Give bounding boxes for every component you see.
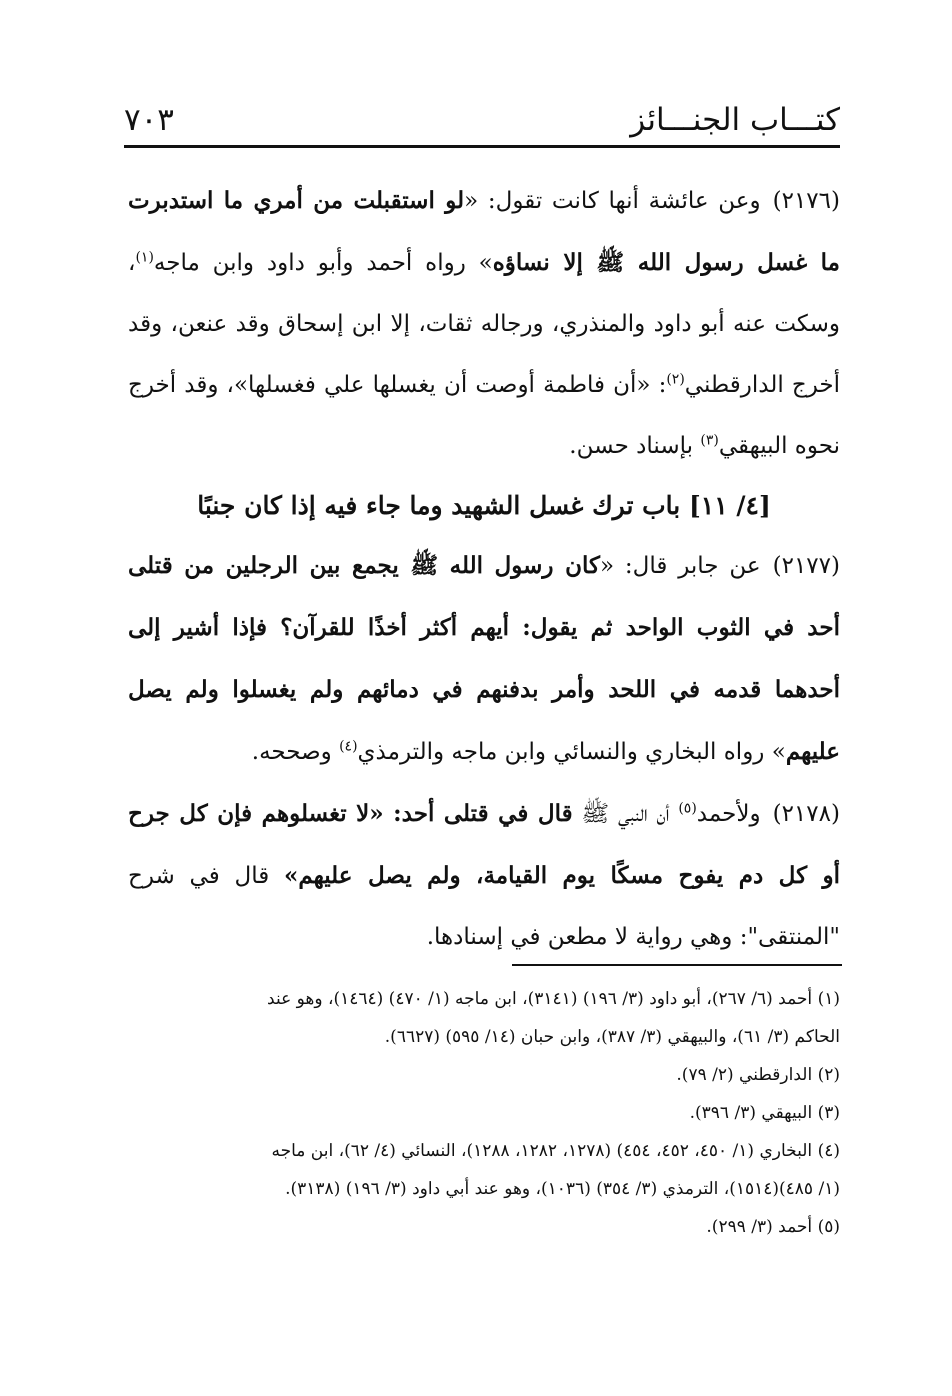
footnote-ref[interactable]: (٤): [339, 738, 358, 755]
footnote-ref[interactable]: (٢): [666, 371, 685, 388]
hadith-quote: لو استقبلت من أمري ما استدبرت ما غسل رسول الله ﷺ إلا نساؤه: [128, 187, 840, 276]
footnote-separator: [512, 964, 842, 966]
hadith-2178: [128, 783, 840, 968]
footnote-text: الدارقطني (٢/ ٧٩).: [676, 1065, 813, 1085]
main-text: [128, 170, 840, 968]
hadith-text: ولأحمد: [696, 801, 761, 827]
footnote-item: [128, 980, 840, 1018]
hadith-2177: [128, 535, 840, 783]
footnote-text: أحمد (٦/ ٢٦٧)، أبو داود (٣/ ١٩٦) (٣١٤١)، ابن ماجه (١/ ٤٧٠) (١٤٦٤)، وهو عند: [267, 989, 813, 1009]
hadith-quote: كان رسول الله ﷺ يجمع بين الرجلين من قتلى أحد في الثوب الواحد ثم يقول: أيهم أكثر أخذًا للقرآن؟ فإذا أشير إلى أحدهما قدمه في اللحد وأمر بدفنهم في دمائهم ولم يغسلوا ولم يصل عليهم: [128, 552, 840, 765]
hadith-text: » رواه البخاري والنسائي وابن ماجه والترمذي: [357, 739, 786, 765]
footnote-continuation: (١/ ٤٨٥)(١٥١٤)، الترمذي (٣/ ٣٥٤) (١٠٣٦)، وهو عند أبي داود (٣/ ١٩٦) (٣١٣٨).: [285, 1179, 840, 1199]
hadith-text: أن النبي ﷺ: [572, 801, 679, 827]
footnote-item: [128, 1094, 840, 1132]
hadith-2176: [128, 170, 840, 477]
footnote-label: (٥): [817, 1217, 840, 1237]
footnote-text: البخاري (١/ ٤٥٠، ٤٥٢، ٤٥٤) (١٢٧٨، ١٢٨٢، ١٢٨٨)، النسائي (٤/ ٦٢)، ابن ماجه: [271, 1141, 813, 1161]
footnotes: [128, 980, 840, 1246]
footnote-item: [128, 1132, 840, 1170]
footnote-ref[interactable]: (٣): [700, 432, 719, 449]
footnote-ref[interactable]: (٥): [678, 800, 697, 817]
chapter-heading: [٤/ ١١] باب ترك غسل الشهيد وما جاء فيه إذا كان جنبًا: [197, 491, 771, 520]
page-number: ٧٠٣: [124, 102, 174, 138]
footnote-continuation: الحاكم (٣/ ٦١)، والبيهقي (٣/ ٣٨٧)، وابن حبان (١٤/ ٥٩٥) (٦٦٢٧).: [384, 1027, 840, 1047]
hadith-number: (٢١٧٧): [772, 553, 840, 579]
running-header: [124, 100, 840, 144]
book-title: كتـــاب الجنـــائز: [630, 102, 840, 138]
footnote-text: أحمد (٣/ ٢٩٩).: [706, 1217, 813, 1237]
footnote-item: [128, 1208, 840, 1246]
hadith-text: بإسناد حسن.: [569, 433, 701, 459]
hadith-number: (٢١٧٨): [772, 801, 840, 827]
hadith-text: قال في شرح "المنتقى": وهي رواية لا مطعن في إسنادها.: [128, 863, 840, 950]
hadith-text: : «أن فاطمة أوصت أن يغسلها علي فغسلها»، وقد أخرج نحوه البيهقي: [128, 372, 840, 459]
hadith-quote: قال في قتلى أحد: «لا تغسلوهم فإن كل جرح أو كل دم يفوح مسكًا يوم القيامة، ولم يصل عليهم»: [128, 800, 840, 889]
footnote-ref[interactable]: (١): [135, 249, 154, 266]
hadith-text: » رواه أحمد وأبو داود وابن ماجه: [153, 250, 493, 276]
hadith-text: عن جابر قال: «: [599, 553, 761, 579]
footnote-label: (٢): [817, 1065, 840, 1085]
header-rule: [124, 145, 840, 148]
footnote-label: (٤): [817, 1141, 840, 1161]
footnote-item: [128, 1056, 840, 1094]
hadith-text: وعن عائشة أنها كانت تقول: «: [464, 188, 761, 214]
footnote-label: (٣): [817, 1103, 840, 1123]
hadith-number: (٢١٧٦): [772, 188, 840, 214]
hadith-text: ، وسكت عنه أبو داود والمنذري، ورجاله ثقات، إلا ابن إسحاق وقد عنعن، وقد أخرج الدارقطني: [128, 250, 840, 398]
footnote-text: البيهقي (٣/ ٣٩٦).: [689, 1103, 813, 1123]
hadith-text: وصححه.: [251, 739, 340, 765]
footnote-label: (١): [817, 989, 840, 1009]
